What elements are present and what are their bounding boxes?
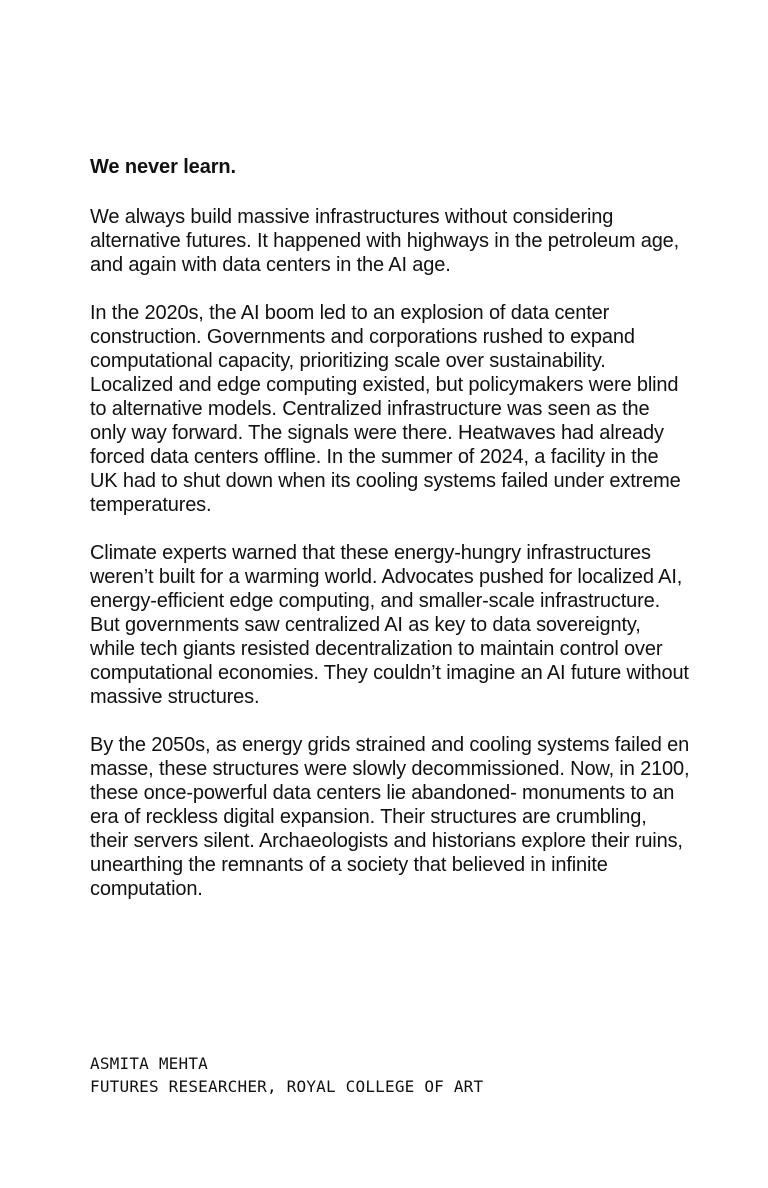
essay-heading: We never learn. [90, 156, 236, 178]
author-role: FUTURES RESEARCHER, ROYAL COLLEGE OF ART [90, 1077, 484, 1096]
essay-paragraph-3: Climate experts warned that these energy-hungry infrastructures weren’t built for a warming world. Advocates pushed for localized AI, energy-efficient edge computing, and smaller-scale infrastructure. But governments saw centralized AI as key to data sovereignty, while tech giants resisted decentralization to maintain control over computational economies. They couldn’t imagine an AI future without massive structures. [90, 542, 689, 708]
essay-paragraph-1: We always build massive infrastructures without considering alternative futures. It happened with highways in the petroleum age, and again with data centers in the AI age. [90, 206, 680, 276]
essay-paragraph-4: By the 2050s, as energy grids strained and cooling systems failed en masse, these structures were slowly decommissioned. Now, in 2100, these once-powerful data centers lie abandoned- monuments to an era of reckless digital expansion. Their structures are crumbling, their servers silent. Archaeologists and historians explore their ruins, unearthing the remnants of a society that believed in infinite computation. [90, 734, 690, 900]
author-signature [90, 1052, 483, 1098]
essay-body [90, 155, 690, 925]
essay-paragraph-2: In the 2020s, the AI boom led to an explosion of data center construction. Governments and corporations rushed to expand computational capacity, prioritizing scale over sustainability. Localized and edge computing existed, but policymakers were blind to alternative models. Centralized infrastructure was seen as the only way forward. The signals were there. Heatwaves had already forced data centers offline. In the summer of 2024, a facility in the UK had to shut down when its cooling systems failed under extreme temperatures. [90, 302, 681, 516]
author-name: ASMITA MEHTA [90, 1054, 208, 1073]
